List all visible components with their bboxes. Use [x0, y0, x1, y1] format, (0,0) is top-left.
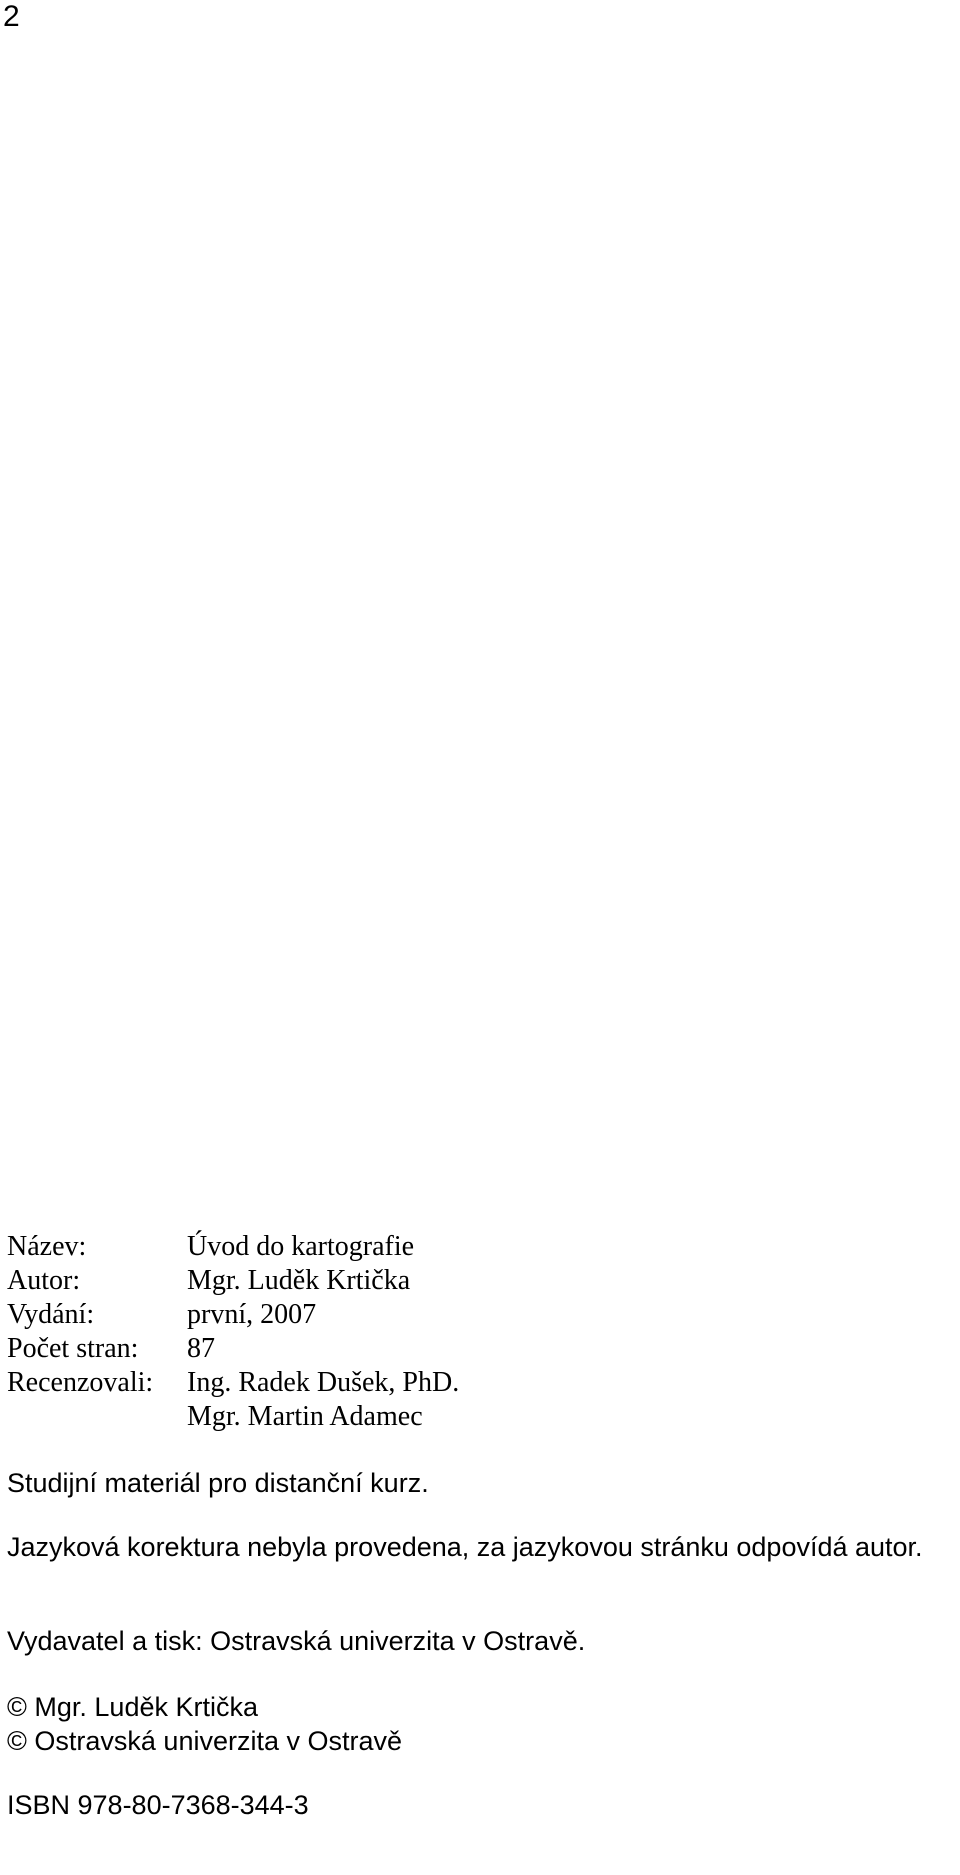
page-number: 2 — [3, 0, 20, 33]
meta-row-reviewer-2 — [7, 1400, 952, 1434]
meta-label: Recenzovali: — [7, 1367, 154, 1398]
meta-value: 87 — [187, 1333, 215, 1364]
meta-value: Mgr. Luděk Krtička — [187, 1265, 411, 1296]
imprint-block — [7, 1230, 952, 1822]
meta-label: Vydání: — [7, 1299, 95, 1330]
publisher-note: Vydavatel a tisk: Ostravská univerzita v Ostravě. — [7, 1626, 586, 1656]
study-note: Studijní materiál pro distanční kurz. — [7, 1468, 429, 1498]
language-note: Jazyková korektura nebyla provedena, za jazykovou stránku odpovídá autor. — [7, 1532, 923, 1562]
meta-value: Mgr. Martin Adamec — [187, 1401, 423, 1432]
meta-label — [7, 1400, 187, 1434]
meta-label: Autor: — [7, 1265, 81, 1296]
meta-value: Ing. Radek Dušek, PhD. — [187, 1367, 460, 1398]
meta-value: Úvod do kartografie — [187, 1231, 415, 1262]
meta-row-pages — [7, 1332, 952, 1366]
meta-row-edition — [7, 1298, 952, 1332]
meta-label: Název: — [7, 1231, 87, 1262]
copyright-university: © Ostravská univerzita v Ostravě — [7, 1726, 403, 1756]
meta-row-author — [7, 1264, 952, 1298]
meta-value: první, 2007 — [187, 1299, 317, 1330]
isbn: ISBN 978-80-7368-344-3 — [7, 1790, 309, 1820]
meta-label: Počet stran: — [7, 1333, 139, 1364]
meta-row-title — [7, 1230, 952, 1264]
copyright-author: © Mgr. Luděk Krtička — [7, 1692, 258, 1722]
meta-row-reviewers — [7, 1366, 952, 1400]
